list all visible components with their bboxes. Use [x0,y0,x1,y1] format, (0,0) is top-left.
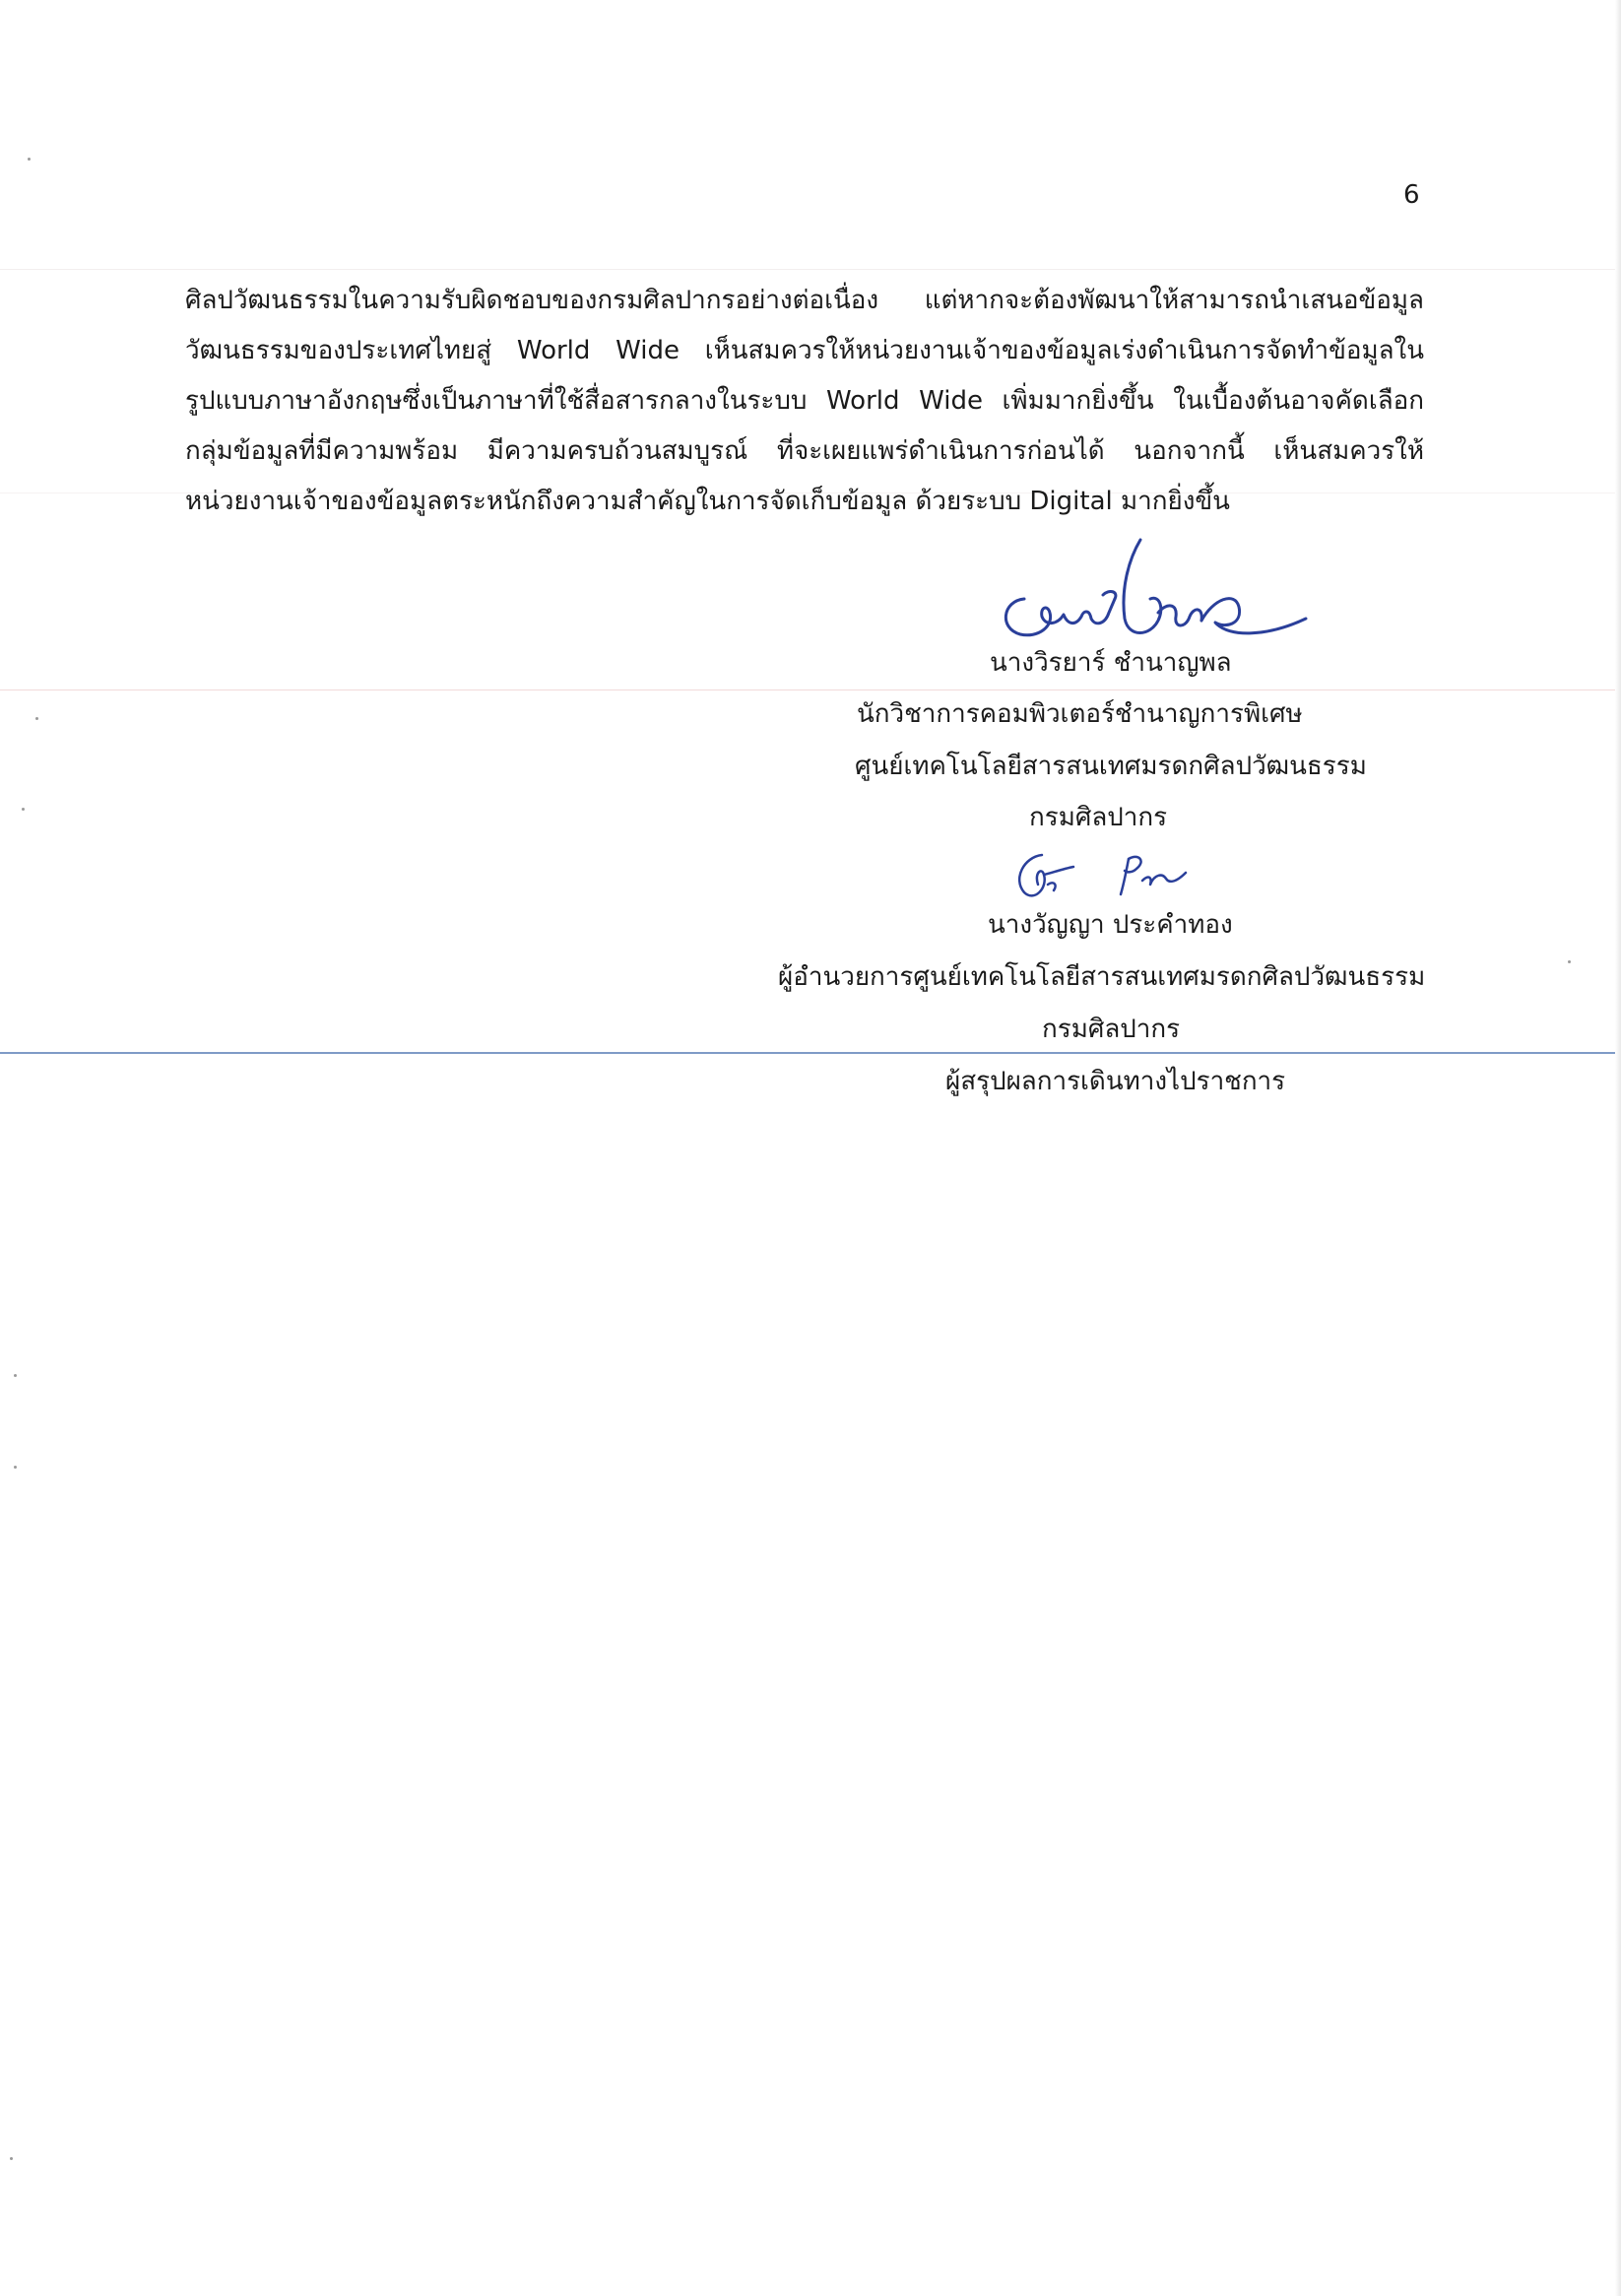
scan-speck [10,2157,13,2160]
body-line: กลุ่มข้อมูลที่มีความพร้อม มีความครบถ้วนสมบูรณ์ ที่จะเผยแพร่ดำเนินการก่อนได้ นอกจากนี้ เห็นสมควรให้ [185,436,1424,466]
scan-artifact-line [0,269,1621,270]
body-line: วัฒนธรรมของประเทศไทยสู่ World Wide เห็นสมควรให้หน่วยงานเจ้าของข้อมูลเร่งดำเนินการจัดทำข้อมูลใน [185,336,1424,365]
body-line: ศิลปวัฒนธรรมในความรับผิดชอบของกรมศิลปากรอย่างต่อเนื่อง แต่หากจะต้องพัฒนาให้สามารถนำเสนอข้อมูล [185,286,1424,315]
body-paragraph [185,276,1424,527]
signatory-1-name: นางวิรยาร์ ชำนาญพล [990,648,1232,678]
signatory-2-role: ผู้สรุปผลการเดินทางไปราชการ [945,1067,1286,1096]
scan-speck [14,1466,17,1469]
signature-1-handwritten [993,530,1318,648]
signatory-1-unit: ศูนย์เทคโนโลยีสารสนเทศมรดกศิลปวัฒนธรรม [855,752,1367,781]
page-edge-shadow [1615,0,1621,2296]
scan-speck [28,158,31,161]
scan-speck [35,717,38,720]
signatory-2-position: ผู้อำนวยการศูนย์เทคโนโลยีสารสนเทศมรดกศิลปวัฒนธรรม [778,962,1426,992]
scan-speck [1568,960,1571,963]
signature-2-handwritten [1005,845,1221,910]
signatory-1-department: กรมศิลปากร [1029,803,1168,832]
signatory-2-name: นางวัญญา ประคำทอง [988,910,1233,940]
signatory-1-position: นักวิชาการคอมพิวเตอร์ชำนาญการพิเศษ [857,699,1303,729]
scan-speck [22,808,25,811]
signatory-2-department: กรมศิลปากร [1042,1015,1181,1044]
page-number: 6 [1403,180,1420,210]
body-line: รูปแบบภาษาอังกฤษซึ่งเป็นภาษาที่ใช้สื่อสารกลางในระบบ World Wide เพิ่มมากยิ่งขึ้น ในเบื้องต้นอาจคัดเลือก [185,386,1424,416]
scan-speck [14,1374,17,1377]
scan-artifact-line [0,1052,1621,1054]
body-line: หน่วยงานเจ้าของข้อมูลตระหนักถึงความสำคัญในการจัดเก็บข้อมูล ด้วยระบบ Digital มากยิ่งขึ้น [185,487,1230,516]
scan-artifact-line [0,689,1621,690]
